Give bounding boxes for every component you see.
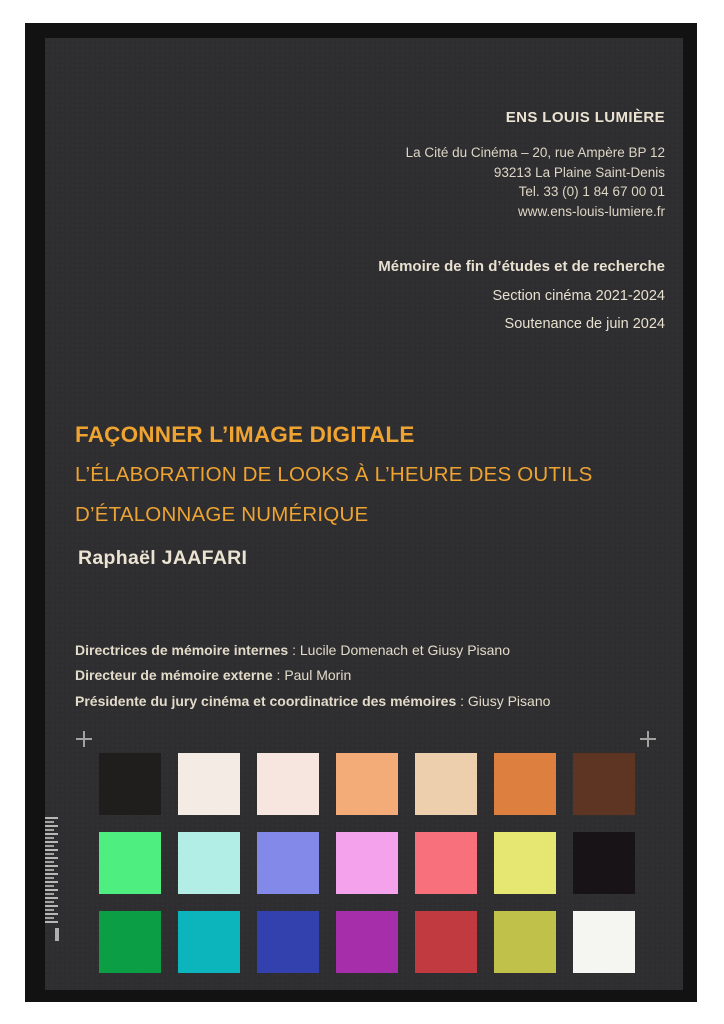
ruler-end-mark (55, 928, 59, 941)
school-address (406, 143, 665, 221)
color-swatch (257, 832, 319, 894)
memoir-info (378, 253, 665, 339)
color-swatch (99, 753, 161, 815)
color-swatch (99, 911, 161, 973)
address-line: La Cité du Cinéma – 20, rue Ampère BP 12 (405, 145, 665, 160)
color-swatch (178, 832, 240, 894)
address-line: Tel. 33 (0) 1 84 67 00 01 (518, 184, 665, 199)
committee-block (75, 638, 550, 714)
color-swatch (573, 911, 635, 973)
color-swatch (336, 832, 398, 894)
color-swatch (415, 911, 477, 973)
committee-row (75, 689, 550, 714)
registration-cross-icon (76, 731, 92, 747)
color-swatch (494, 911, 556, 973)
color-swatch (415, 753, 477, 815)
color-swatch (494, 753, 556, 815)
website-text: www.ens-louis-lumiere.fr (517, 203, 665, 219)
color-swatch (415, 832, 477, 894)
memoir-type: Mémoire de fin d’études et de recherche (378, 258, 665, 275)
committee-row (75, 663, 550, 688)
memoir-section: Section cinéma 2021-2024 (492, 287, 665, 304)
committee-role: Présidente du jury cinéma et coordinatrice des mémoires (75, 692, 457, 709)
committee-separator: : (456, 692, 468, 709)
address-line: 93213 La Plaine Saint-Denis (493, 164, 665, 180)
ruler-short-ticks (45, 821, 54, 922)
committee-separator: : (272, 667, 285, 684)
page-frame (25, 23, 697, 1002)
registration-cross-icon (640, 731, 656, 747)
document-title: FAÇONNER L’IMAGE DIGITALE (75, 422, 415, 447)
color-swatch (178, 911, 240, 973)
school-name: ENS LOUIS LUMIÈRE (505, 109, 665, 126)
color-swatch (336, 911, 398, 973)
color-swatch (494, 832, 556, 894)
color-swatch (257, 911, 319, 973)
memoir-defense: Soutenance de juin 2024 (504, 316, 665, 332)
page-interior (45, 38, 683, 990)
committee-person: Lucile Domenach et Giusy Pisano (299, 642, 510, 658)
document-subtitle-line1: L’ÉLABORATION DE LOOKS À L’HEURE DES OUTILS (75, 463, 593, 486)
title-block (75, 415, 592, 535)
color-swatch (257, 753, 319, 815)
committee-person: Paul Morin (284, 667, 352, 684)
color-swatch (573, 832, 635, 894)
committee-separator: : (288, 642, 300, 658)
color-checker-chart (99, 753, 635, 973)
committee-role: Directeur de mémoire externe (75, 667, 273, 684)
committee-row (75, 638, 550, 663)
author-name: Raphaël JAAFARI (78, 547, 248, 569)
color-swatch (573, 753, 635, 815)
color-swatch (178, 753, 240, 815)
committee-role: Directrices de mémoire internes (75, 642, 289, 658)
calibration-ruler-icon (45, 817, 59, 925)
color-swatch (336, 753, 398, 815)
color-swatch (99, 832, 161, 894)
document-subtitle-line2: D’ÉTALONNAGE NUMÉRIQUE (75, 503, 369, 526)
committee-person: Giusy Pisano (467, 692, 551, 709)
